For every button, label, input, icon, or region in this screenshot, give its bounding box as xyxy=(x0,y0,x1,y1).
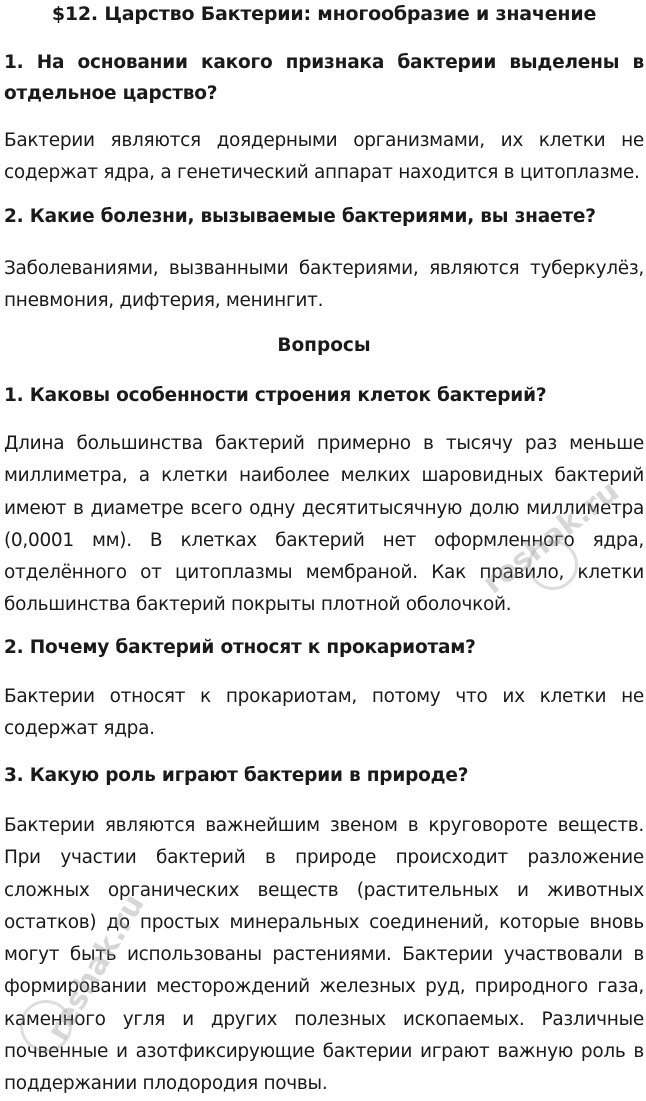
answer-text: Заболеваниями, вызванными бактериями, являются туберкулёз, пневмония, дифтерия, менингит. xyxy=(4,258,644,312)
watermark-text: reshak.ru xyxy=(40,888,152,1047)
answer-text: Длина большинства бактерий примерно в тысячу раз меньше миллиметра, а клетки наиболее мелких шаровидных бактерий имеют в диаметре всего одну десятитысячную долю миллиметра (0,0001 мм). В клетках бактерий нет оформленного ядра, отделённого от цитоплазмы мембраной. Как правило, клетки большинства бактерий покрыты плотной оболочкой. xyxy=(4,433,644,616)
answer-text: Бактерии являются доядерными организмами, их клетки не содержат ядра, а генетический аппарат находится в цитоплазме. xyxy=(4,130,644,184)
answer-text: Бактерии являются важнейшим звеном в круговороте веществ. При участии бактерий в природе происходит разложение сложных органических веществ (растительных и животных остатков) до простых минеральных соединений, которые вновь могут быть использованы растениями. Бактерии участвовали в формировании месторождений железных руд, природного газа, каменного угля и других полезных ископаемых. Различные почвенные и азотфиксирующие бактерии играют важную роль в поддержании плодородия почвы. xyxy=(4,815,644,1095)
question-heading: 3. Какую роль играют бактерии в природе? xyxy=(4,765,469,786)
answer-text: Бактерии относят к прокариотам, потому что их клетки не содержат ядра. xyxy=(4,686,644,740)
section-heading: Вопросы xyxy=(277,335,371,356)
question-heading: 1. На основании какого признака бактерии выделены в отдельное царство? xyxy=(4,52,644,104)
question-heading: 2. Какие болезни, вызываемые бактериями, вы знаете? xyxy=(4,206,596,227)
question-heading: 1. Каковы особенности строения клеток бактерий? xyxy=(4,385,547,406)
page-title: $12. Царство Бактерии: многообразие и значение xyxy=(51,3,597,25)
question-heading: 2. Почему бактерий относят к прокариотам? xyxy=(4,637,476,658)
watermark-text: reshak.ru xyxy=(476,473,626,602)
